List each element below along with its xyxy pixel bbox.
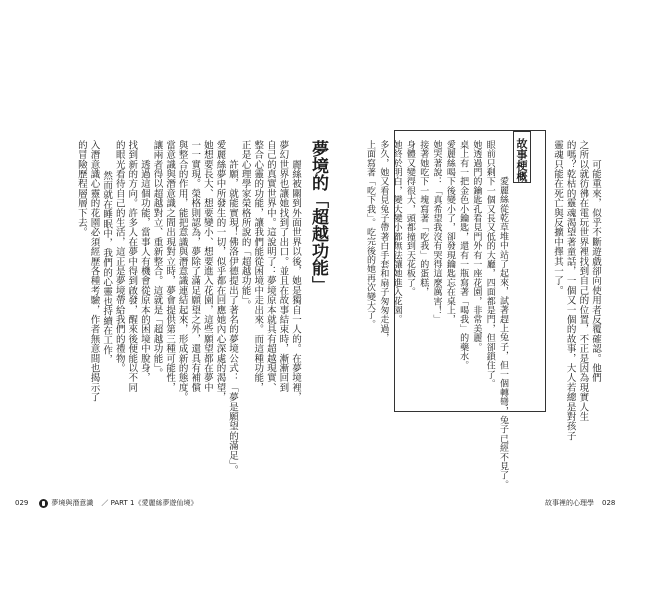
left-text-line: 透過這個功能，當事人有機會從原本的困境中脫身， xyxy=(138,140,150,383)
left-text-line: 與整合的作用，能把意識與潛意識連結起來，形成新的態度。 xyxy=(176,140,188,402)
left-page xyxy=(56,140,338,475)
story-text-line: 眼前只剩下一個又長又低的大廳，四面都是門，但卻鎖住了。 xyxy=(484,140,495,389)
left-text-line: 找到新的方向。許多人在夢中得到啟發，醒來後便能以不同 xyxy=(126,140,138,393)
story-text-line: 她透過門的鑰匙孔看見門外有一座花園，非常美麗。 xyxy=(471,140,482,352)
right-page-number: 028 xyxy=(602,499,616,507)
left-text-line: 麗絲被關到外面世界以後，她是獨自一人的。在夢境裡， xyxy=(290,140,301,402)
book-title: 夢境與潛意識 xyxy=(51,499,94,507)
left-text-line: 一一實現。榮格則認為，夢除了滿足願望之外，還具有補償 xyxy=(189,140,201,393)
left-page-number: 029 xyxy=(15,499,29,507)
story-text-line: 愛麗絲從乾草堆中站了起來，試著趕上兔子，但一個轉彎，兔子已經不見了。 xyxy=(498,158,508,490)
story-summary-tag: 故事梗概 xyxy=(513,131,531,183)
story-text-line: 身體又變得很大，頭都撞到天花板了。 xyxy=(404,140,415,297)
chapter-title: 故事裡的心理學 xyxy=(545,499,594,507)
left-text-line: 讓兩者得以超越對立、重新整合。這就是「超越功能」。 xyxy=(151,140,163,378)
left-text-line: 整合心靈的功能，讓我們能從困境中走出來。而這種功能， xyxy=(252,140,264,393)
right-text-line: 之所以就彷彿在電玩世界裡找到自己的位置，不正是因為現實人生 xyxy=(577,140,589,422)
left-text-line: 愛麗絲夢中所發生的一切，似乎都在回應她內心深處的渴望， xyxy=(214,140,226,402)
story-text-line: 她終於明白，變大變小都無法讓她進入花園。 xyxy=(391,140,402,324)
right-footer xyxy=(545,498,615,508)
left-text-line: 正是心理學家榮格所說的「超越功能」。 xyxy=(239,140,251,310)
left-text-line: 的冒險歷程層層下去。 xyxy=(75,140,87,237)
right-text-line: 靈魂只能在死亡與反擴中擇其一了。 xyxy=(551,140,563,296)
left-text-line: 入潛意識心靈的花園必須經歷各種考驗，作者無意間也揭示了 xyxy=(88,140,100,402)
story-text-line: 上面寫著「吃下我」。吃完後的她再次變大了。 xyxy=(365,140,376,329)
left-text-line: 自己的真實世界中。這說明了：夢境原本就具有超越現實、 xyxy=(264,140,276,393)
story-text-line: 她哭著說：「真希望我沒有哭得這麼厲害！」 xyxy=(431,140,442,324)
right-text-line: 的嗎？乾枯的靈魂渴望著童話，一個又一個的故事，大人若總是對孩子 xyxy=(564,140,576,441)
story-summary-body xyxy=(365,140,508,490)
story-text-line: 愛麗絲喝下後變小了，卻發現鑰匙忘在桌上， xyxy=(444,140,455,324)
left-text-line: 的眼光看待自己的生活，這正是夢境帶給我們的禮物。 xyxy=(113,140,125,373)
left-footer xyxy=(15,498,197,508)
book-circle-icon xyxy=(39,499,48,508)
section-heading: 夢境的「超越功能」 xyxy=(308,140,328,293)
story-text-line: 桌上有一把金色小鑰匙，還有一瓶寫著「喝我」的藥水。 xyxy=(458,140,469,370)
right-text-line: 可能重來，似乎不斷遊戲卻向使用者反覆確認。他們 xyxy=(590,140,601,383)
left-text-line: 然而就在睡眠中，我們的心靈也持續在工作， xyxy=(101,151,113,365)
story-text-line: 接著她吃下一塊寫著「吃我」的蛋糕， xyxy=(418,140,429,297)
part-title: ／ PART 1《愛麗絲夢遊仙境》 xyxy=(101,499,198,507)
story-text-line: 多久，她又看見兔子帶著白手套和扇子匆匆走過， xyxy=(378,140,389,343)
left-text-line: 夢幻世界也讓她找到了出口。並且在故事結束時，漸漸回到 xyxy=(277,140,289,393)
left-text-line: 她想要長大、想要變小、想要進入花園，這些願望都在夢中 xyxy=(201,140,213,393)
left-text-line: 許願，就能實現！佛洛伊德提出了著名的夢境公式：「夢是願望的滿足」。 xyxy=(227,140,239,475)
left-text-line: 當意識與潛意識之間出現對立時，夢會提供第三種可能性， xyxy=(164,140,176,393)
